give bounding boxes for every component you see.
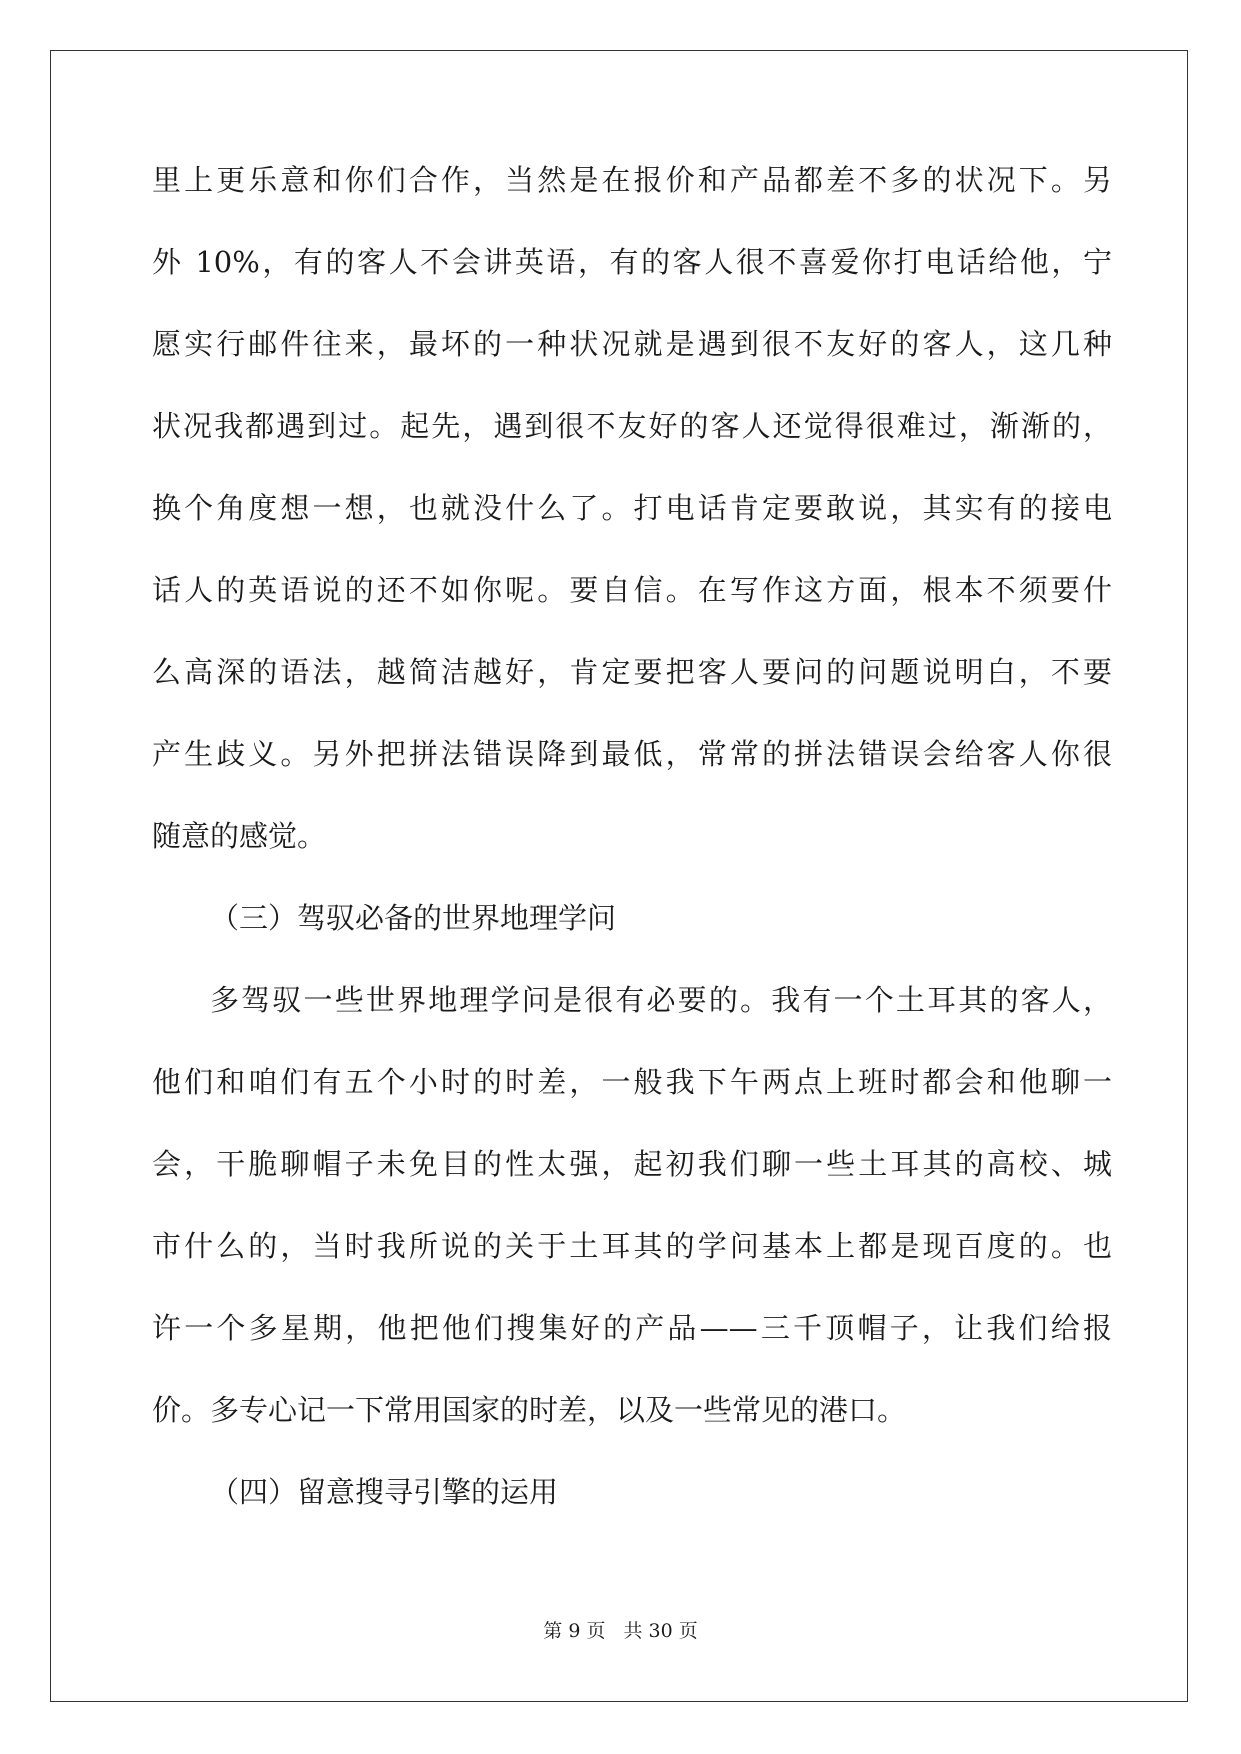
page-footer [0,1616,1241,1643]
section-heading-3: （三）驾驭必备的世界地理学问 [210,901,617,935]
text-line-2: 外 10%，有的客人不会讲英语，有的客人很不喜爱你打电话给他，宁 [152,245,1112,279]
text-line-9: 随意的感觉。 [152,819,327,853]
section-heading-4: （四）留意搜寻引擎的运用 [210,1475,559,1509]
text-line-1: 里上更乐意和你们合作，当然是在报价和产品都差不多的状况下。另 [152,163,1112,197]
text-line-8: 产生歧义。另外把拼法错误降到最低，常常的拼法错误会给客人你很 [152,737,1112,771]
text-line-3: 愿实行邮件往来，最坏的一种状况就是遇到很不友好的客人，这几种 [152,327,1112,361]
text-line-11: 多驾驭一些世界地理学问是很有必要的。我有一个土耳其的客人， [210,983,1112,1017]
text-line-13: 会，干脆聊帽子未免目的性太强，起初我们聊一些土耳其的高校、城 [152,1147,1112,1181]
text-line-15: 许一个多星期，他把他们搜集好的产品——三千顶帽子，让我们给报 [152,1311,1112,1345]
text-line-7: 么高深的语法，越简洁越好，肯定要把客人要问的问题说明白，不要 [152,655,1112,689]
page-total: 共 30 页 [623,1620,698,1642]
page-number: 第 9 页 [543,1620,606,1642]
text-line-5: 换个角度想一想，也就没什么了。打电话肯定要敢说，其实有的接电 [152,491,1112,525]
text-line-16: 价。多专心记一下常用国家的时差，以及一些常见的港口。 [152,1393,907,1427]
text-line-6: 话人的英语说的还不如你呢。要自信。在写作这方面，根本不须要什 [152,573,1112,607]
document-body [152,162,1112,1556]
text-line-4: 状况我都遇到过。起先，遇到很不友好的客人还觉得很难过，渐渐的， [152,409,1112,443]
text-line-12: 他们和咱们有五个小时的时差，一般我下午两点上班时都会和他聊一 [152,1065,1112,1099]
text-line-14: 市什么的，当时我所说的关于土耳其的学问基本上都是现百度的。也 [152,1229,1112,1263]
